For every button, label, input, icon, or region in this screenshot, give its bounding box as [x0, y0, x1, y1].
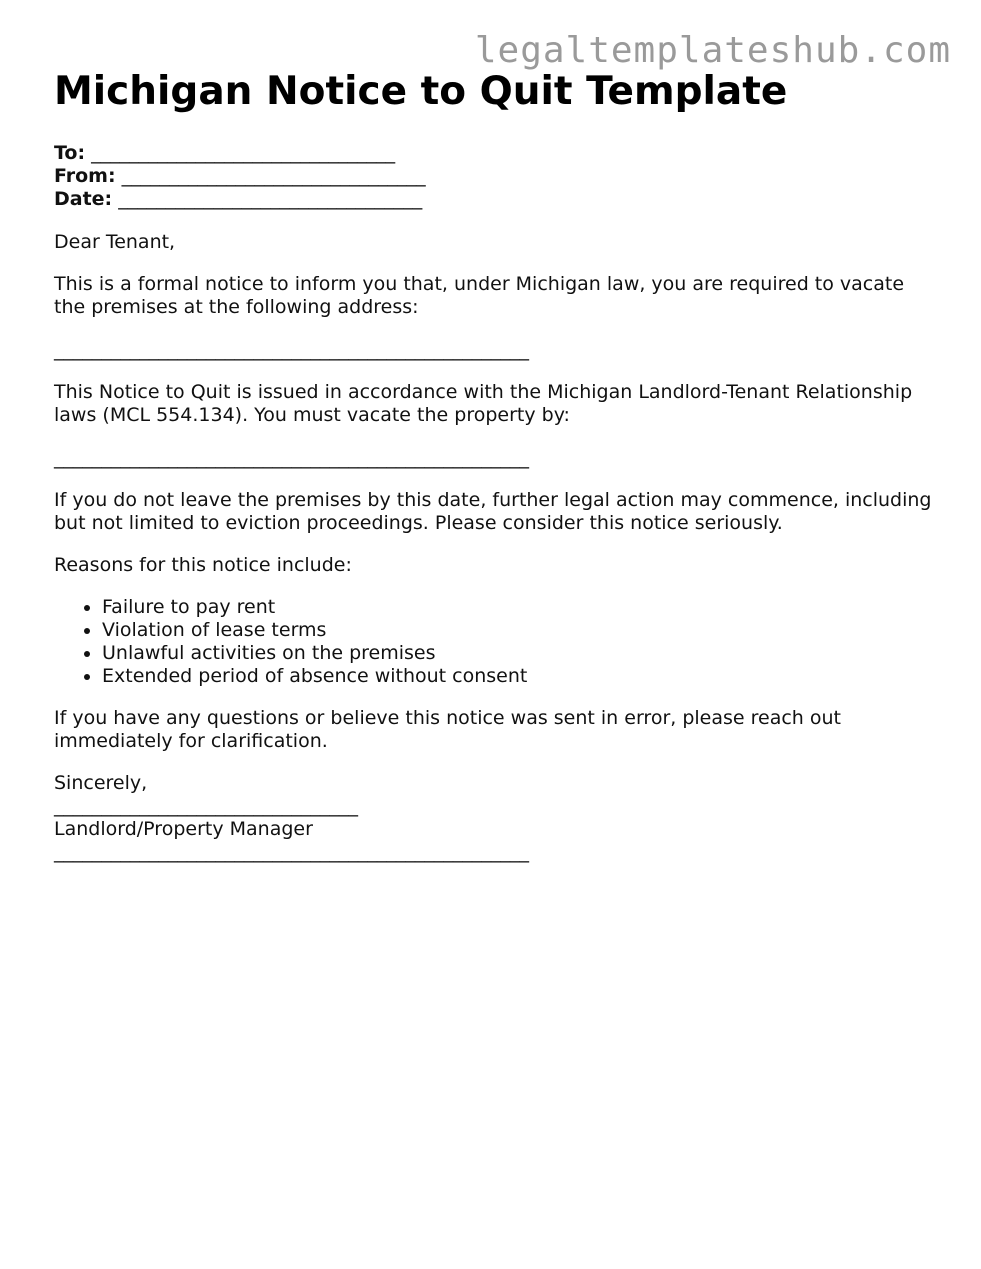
- document-title: Michigan Notice to Quit Template: [54, 69, 788, 114]
- signature-blank-line: ________________________________: [54, 795, 358, 817]
- intro-paragraph: This is a formal notice to inform you that, under Michigan law, you are required to vacate the premises at the following address:: [54, 273, 905, 318]
- header-fields: [54, 142, 934, 211]
- to-blank: ________________________________: [91, 142, 396, 164]
- closing-salutation: Sincerely,: [54, 772, 148, 794]
- address-blank-line: __________________________________________________: [54, 339, 529, 361]
- signature-block: [54, 772, 934, 864]
- from-label: From:: [54, 165, 116, 187]
- reasons-intro: Reasons for this notice include:: [54, 554, 352, 576]
- vacate-date-blank-line: __________________________________________________: [54, 447, 529, 469]
- signer-blank-line: __________________________________________________: [54, 841, 529, 863]
- reasons-list: [54, 596, 934, 688]
- legal-basis-paragraph: This Notice to Quit is issued in accordance with the Michigan Landlord-Tenant Relationship laws (MCL 554.134). You must vacate the property by:: [54, 381, 913, 426]
- to-label: To:: [54, 142, 86, 164]
- reason-item: • Unlawful activities on the premises: [102, 642, 934, 665]
- date-field: [54, 188, 934, 211]
- from-blank: ________________________________: [121, 165, 426, 187]
- signer-role: Landlord/Property Manager: [54, 818, 313, 840]
- from-field: [54, 165, 934, 188]
- site-watermark: legaltemplateshub.com: [474, 30, 951, 71]
- date-blank: ________________________________: [118, 188, 423, 210]
- consequence-paragraph: If you do not leave the premises by this date, further legal action may commence, including but not limited to eviction proceedings. Please consider this notice seriously.: [54, 489, 932, 534]
- to-field: [54, 142, 934, 165]
- reason-item: • Failure to pay rent: [102, 596, 934, 619]
- questions-paragraph: If you have any questions or believe this notice was sent in error, please reach out immediately for clarification.: [54, 707, 842, 752]
- reason-item: • Extended period of absence without consent: [102, 665, 934, 688]
- notice-document: [54, 68, 934, 864]
- greeting: Dear Tenant,: [54, 231, 176, 253]
- reason-item: • Violation of lease terms: [102, 619, 934, 642]
- date-label: Date:: [54, 188, 113, 210]
